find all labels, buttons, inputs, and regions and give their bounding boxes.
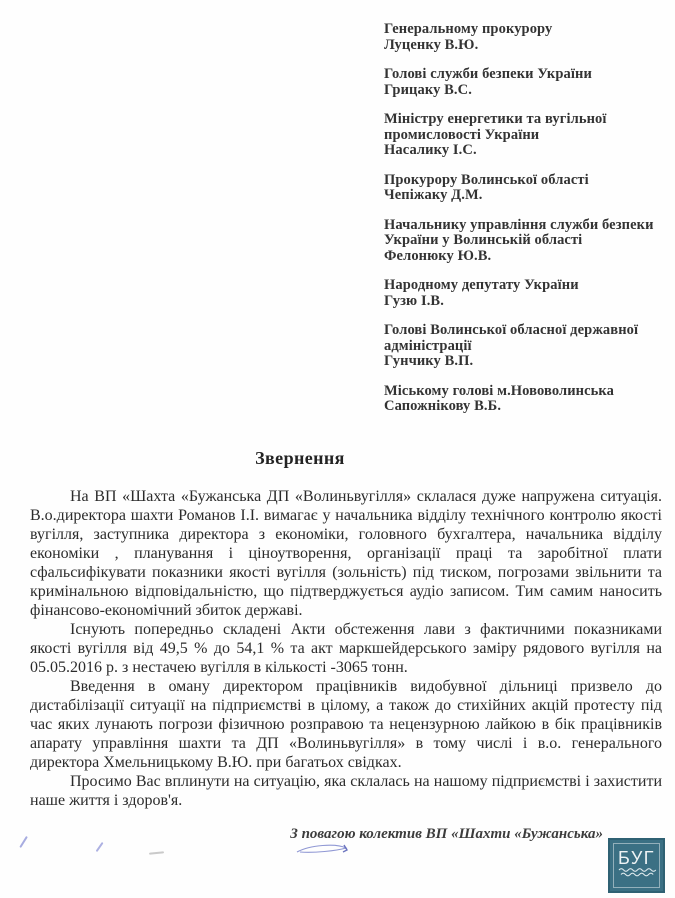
bug-logo — [608, 838, 665, 893]
addressee-line: Міському голові м.Нововолинська — [384, 382, 615, 399]
addressee-line: Голові служби безпеки України — [384, 66, 592, 82]
addressee-line: Грицаку В.С. — [384, 81, 472, 98]
addressee-group — [384, 22, 670, 53]
document-title: Звернення — [255, 448, 345, 468]
addressee-group — [384, 278, 670, 309]
addressee-group — [384, 67, 670, 98]
addressee-line: України у Волинській області — [384, 232, 583, 248]
addressee-line: Начальнику управління служби безпеки — [384, 216, 654, 233]
signature-line: З повагою колектив ВП «Шахти «Бужанська» — [290, 826, 603, 842]
addressee-block — [384, 22, 670, 429]
addressee-line: Луценку В.Ю. — [384, 36, 479, 53]
addressee-line: Прокурору Волинської області — [384, 171, 589, 188]
pencil-mark — [149, 851, 164, 854]
addressee-line: Чепіжаку Д.М. — [384, 187, 483, 203]
addressee-group — [384, 323, 670, 370]
body-paragraph: Існують попередньо складені Акти обстеження лави з фактичними показниками якості вугілля від 49,5 % до 54,1 % та акт маркшейдерського заміру рядового вугілля на 05.05.2016 р. з нестачею вугілля в кількості -3065 тонн. — [30, 621, 662, 676]
pen-flourish-mark — [294, 842, 352, 860]
body-paragraph: Введення в оману директором працівників видобувної дільниці призвело до дистабілізації ситуації на підприємстві в цілому, а також до стихійних акцій протесту під час яких лунають погрози фізичною розправою та нецензурною лайкою в бік працівників апарату управління шахти та ДП «Волиньвугілля» в тому числі і в.о. генерального директора Хмельницькому В.Ю. при багатьох свідках. — [30, 678, 662, 771]
body-paragraph: Просимо Вас вплинути на ситуацію, яка склалась на нашому підприємстві і захистити наше життя і здоров'я. — [30, 773, 662, 809]
addressee-line: Міністру енергетики та вугільної — [384, 111, 607, 127]
addressee-line: адміністрації — [384, 337, 472, 354]
addressee-line: Генеральному прокурору — [384, 21, 553, 37]
addressee-group — [384, 218, 670, 265]
addressee-line: Гузю І.В. — [384, 292, 444, 309]
document-body — [30, 487, 662, 810]
addressee-line: Народному депутату України — [384, 277, 579, 293]
pen-mark — [19, 836, 27, 848]
addressee-line: Фелонюку Ю.В. — [384, 247, 492, 264]
addressee-line: Голові Волинської обласної державної — [384, 322, 639, 338]
addressee-line: промисловості України — [384, 126, 540, 143]
addressee-line: Гунчику В.П. — [384, 353, 474, 369]
logo-text: БУГ — [617, 848, 656, 868]
body-paragraph: На ВП «Шахта «Бужанська ДП «Волиньвугілля» склалася дуже напружена ситуація. В.о.директора шахти Романов І.І. вимагає у начальника відділу технічного контролю якості вугілля, заступника директора з економіки, головного бухгалтера, начальника відділу економіки , планування і ціноутворення, організації праці та заробітної плати сфальсифікувати показники якості вугілля (зольність) під тиском, погрозами звільнити та кримінальною відповідальністю, що підтверджується аудіо записом. Тим самим наносить фінансово-економічний збиток державі. — [30, 488, 662, 619]
addressee-group — [384, 384, 670, 415]
pen-mark — [96, 842, 104, 852]
addressee-line: Насалику І.С. — [384, 142, 477, 158]
addressee-line: Сапожнікову В.Б. — [384, 398, 502, 414]
addressee-group — [384, 112, 670, 159]
addressee-group — [384, 173, 670, 204]
